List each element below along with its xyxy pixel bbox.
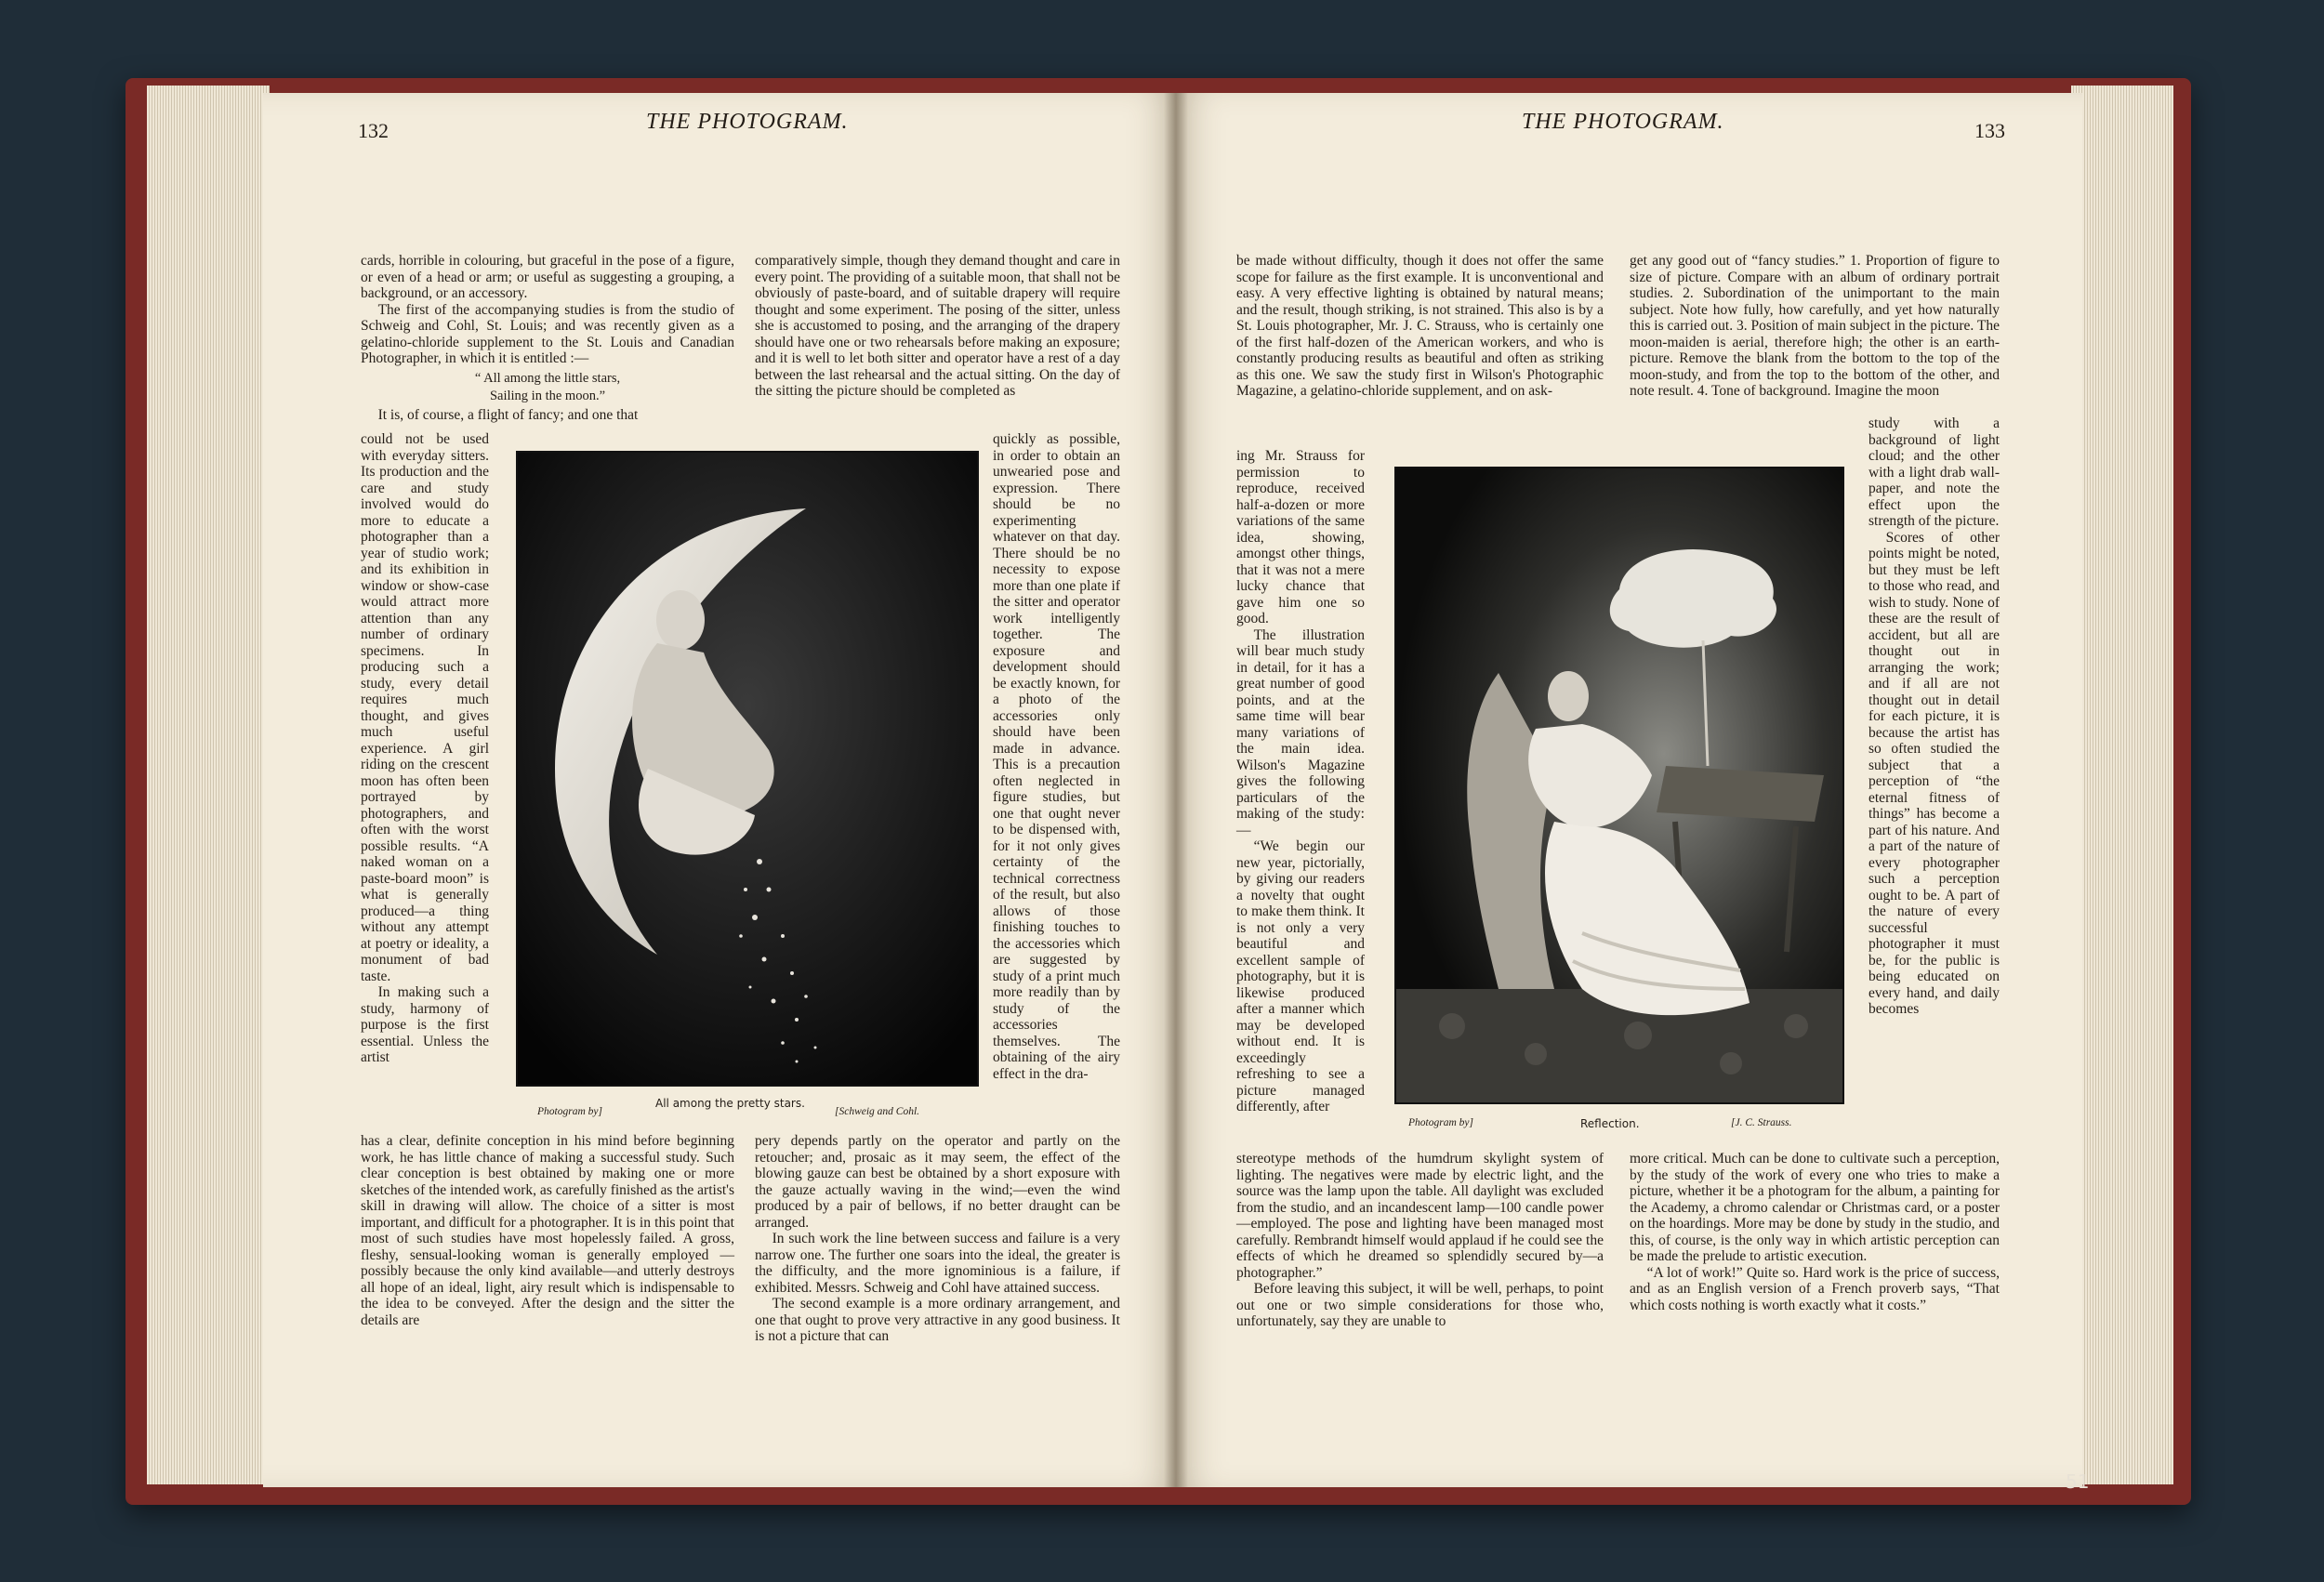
reflection-photograph: [1394, 467, 1844, 1104]
paragraph: comparatively simple, though they demand thought and care in every point. The providing of a suitable moon, that shall not be obviously of paste-board, and of suitable drapery will require thought and some experiment. The posing of the sitter, unless she is accustomed to posing, and the arranging of the drapery should have one or two rehearsals before making an exposure; and it is well to let both sitter and operator have a rest of a day between the last rehearsal and the actual sitting. On the day of the sitting the picture should be completed as: [755, 253, 1120, 399]
left-col1-narrow: [361, 431, 489, 1066]
paragraph: Before leaving this subject, it will be well, perhaps, to point out one or two simple considerations for those who, unfortunately, say they are unable to: [1236, 1281, 1604, 1329]
right-col1-bottom: [1236, 1151, 1604, 1330]
caption-title-right: Reflection.: [1580, 1117, 1640, 1130]
left-col2-narrow: [993, 431, 1120, 1082]
paragraph: ing Mr. Strauss for permission to reproduce, received half-a-dozen or more variations of the same idea, showing, amongst other things, that it was not a mere lucky chance that gave him one so good.: [1236, 448, 1365, 626]
paragraph: Scores of other points might be noted, but they must be left to those who read, and wish to study. None of these are the result of accident, but all are thought out in arranging the work; and if all are not thought out in detail for each picture, it is because the artist has so often studied the subject that a perception of “the eternal fitness of things” has become a part of his nature. And a part of the nature of every photographer such a perception ought to be. A part of the nature of every successful photographer it must be, for the public is being educated on every hand, and daily becomes: [1868, 529, 2000, 1017]
paragraph: stereotype methods of the humdrum skylight system of lighting. The negatives were made by electric light, and the source was the lamp upon the table. All daylight was excluded from the studio, and an incandescent lamp—100 candle power—employed. The pose and lighting have been managed most carefully. Rembrandt himself would applaud if he could see the effects of which he dreamed so splendidly secured by—a photographer.”: [1236, 1151, 1604, 1281]
quote-line: Sailing in the moon.”: [489, 389, 606, 403]
paragraph: study with a background of light cloud; and the other with a light drab wall-paper, and note the effect upon the strength of the picture.: [1868, 415, 2000, 529]
left-col2-bottom: [755, 1133, 1120, 1345]
right-running-head: THE PHOTOGRAM.: [1522, 110, 1724, 134]
paragraph: be made without difficulty, though it does not offer the same scope for failure as the first example. It is unconventional and easy. A very effective lighting is obtained by natural means; and the result, though striking, is not strained. This also is by a St. Louis photographer, Mr. J. C. Strauss, who is certainly one of the first half-dozen of the American workers, and who is constantly producing results as beautiful and often as striking as this one. We saw the study first in Wilson's Photographic Magazine, a gelatino-chloride supplement, and on ask-: [1236, 253, 1604, 399]
left-col1-bottom: [361, 1133, 734, 1328]
page-edges-left: [147, 86, 270, 1484]
left-col1-top: [361, 253, 734, 423]
paragraph: quickly as possible, in order to obtain an unwearied pose and expression. There should be no experimenting whatever on that day. There should be no necessity to expose more than one plate if the sitter and operator work intelligently together. The exposure and development should be exactly known, for a photo of the accessories only should have been made in advance. This is a precaution often neglected in figure studies, but one that ought never to be dispensed with, for it not only gives certainty of the technical correctness of the result, but also allows of those finishing touches to the accessories which are suggested by study of a print much more readily than by study of the accessories themselves. The obtaining of the airy effect in the dra-: [993, 431, 1120, 1082]
corner-number: 51: [2066, 1470, 2090, 1493]
paragraph: more critical. Much can be done to cultivate such a perception, by the study of the work of every one who tries to make a picture, whether it be a photogram for the album, a painting for the Academy, a chromo calendar or Christmas card, or a poster on the hoardings. More may be done by study in the studio, and this, of course, is the only way in which artistic perception can be made the prelude to artistic execution.: [1630, 1151, 2000, 1264]
caption-photographer-right: [J. C. Strauss.: [1731, 1117, 1792, 1128]
moon-photograph: [516, 451, 979, 1087]
paragraph: pery depends partly on the operator and partly on the retoucher; and, prosaic as it may seem, the effect of the blowing gauze can best be obtained by a short exposure with the gauze actually waving in the wind;—even the wind produced by a pair of bellows, if no better draught can be arranged.: [755, 1133, 1120, 1231]
caption-title-left: All among the pretty stars.: [655, 1097, 805, 1110]
paragraph: could not be used with everyday sitters. Its production and the care and study involved would do more to educate a photographer than a year of studio work; and its exhibition in window or show-case would attract more attention than any number of ordinary specimens. In producing such a study, every detail requires much thought, and gives much useful experience. A girl riding on the crescent moon has often been portrayed by photographers, and often with the worst possible results. “A naked woman on a paste-board moon” is what is generally produced—a thing without any attempt at poetry or ideality, a monument of bad taste.: [361, 431, 489, 984]
right-page-number: 133: [1974, 119, 2005, 142]
book-gutter: [1164, 93, 1188, 1487]
right-col1-narrow: [1236, 448, 1365, 1115]
left-col2-top: [755, 253, 1120, 400]
left-page-number: 132: [358, 119, 389, 142]
quote-line: “ All among the little stars,: [474, 370, 621, 386]
right-col2-top: [1630, 253, 2000, 400]
left-running-head: THE PHOTOGRAM.: [646, 110, 849, 134]
paragraph: In such work the line between success and failure is a very narrow one. The further one soars into the ideal, the greater is the difficulty, and the more ignominious is a failure, if exhibited. Messrs. Schweig and Cohl have attained success.: [755, 1231, 1120, 1296]
page-edges-right: [2071, 86, 2173, 1484]
right-col2-narrow: [1868, 415, 2000, 1018]
paragraph: It is, of course, a flight of fancy; and one that: [377, 406, 639, 423]
paragraph: cards, horrible in colouring, but graceful in the pose of a figure, or even of a head or arm; or useful as suggesting a grouping, a background, or an accessory.: [361, 253, 734, 301]
caption-credit-left: Photogram by]: [537, 1106, 602, 1117]
paragraph: The second example is a more ordinary arrangement, and one that ought to prove very attractive in any good business. It is not a picture that can: [755, 1296, 1120, 1344]
caption-credit-right: Photogram by]: [1408, 1117, 1473, 1128]
paragraph: “A lot of work!” Quite so. Hard work is the price of success, and as an English version of a French proverb says, “That which costs nothing is worth exactly what it costs.”: [1630, 1264, 2000, 1313]
paragraph: The illustration will bear much study in detail, for it has a great number of good points, and at the same time will bear many variations of the main idea. Wilson's Magazine gives the following particulars of the making of the study:—: [1236, 626, 1365, 838]
paragraph: “We begin our new year, pictorially, by giving our readers a novelty that ought to make them think. It is not only a very beautiful and excellent sample of photography, but it is likewise produced after a manner which may be developed without end. It is exceedingly refreshing to see a picture managed differently, after: [1236, 838, 1365, 1114]
paragraph: has a clear, definite conception in his mind before beginning work, he has little chance of making a successful study. Such clear conception is best obtained by making one or more sketches of the intended work, as carefully finished as the artist's skill in drawing will allow. The choice of a sitter is most important, and difficult for a photographer. It is in this point that most of such studies have most hopelessly failed. A gross, fleshy, sensual-looking woman is generally employed —possibly because the only kind available—and utterly destroys all hope of an ideal, light, airy result which is indispensable to the idea to be conveyed. After the design and the sitter the details are: [361, 1133, 734, 1328]
paragraph: get any good out of “fancy studies.” 1. Proportion of figure to size of picture. Compare with an album of ordinary portrait studies. 2. Subordination of the unimportant to the main subject. Note how fully, how carefully, and yet how naturally this is carried out. 3. Position of main subject in the picture. The moon-maiden is aerial, therefore high; the other is an earth-picture. Remove the blank from the bottom to the top of the moon-study, and from the top to the bottom of the other, and note result. 4. Tone of background. Imagine the moon: [1630, 253, 2000, 399]
right-col2-bottom: [1630, 1151, 2000, 1313]
paragraph: The first of the accompanying studies is from the studio of Schweig and Cohl, St. Louis; and was recently given as a gelatino-chloride supplement to the St. Louis and Canadian Photographer, in which it is entitled :—: [361, 301, 734, 366]
paragraph: In making such a study, harmony of purpose is the first essential. Unless the artist: [361, 984, 489, 1065]
right-col1-top: [1236, 253, 1604, 400]
caption-photographer-left: [Schweig and Cohl.: [835, 1106, 920, 1117]
